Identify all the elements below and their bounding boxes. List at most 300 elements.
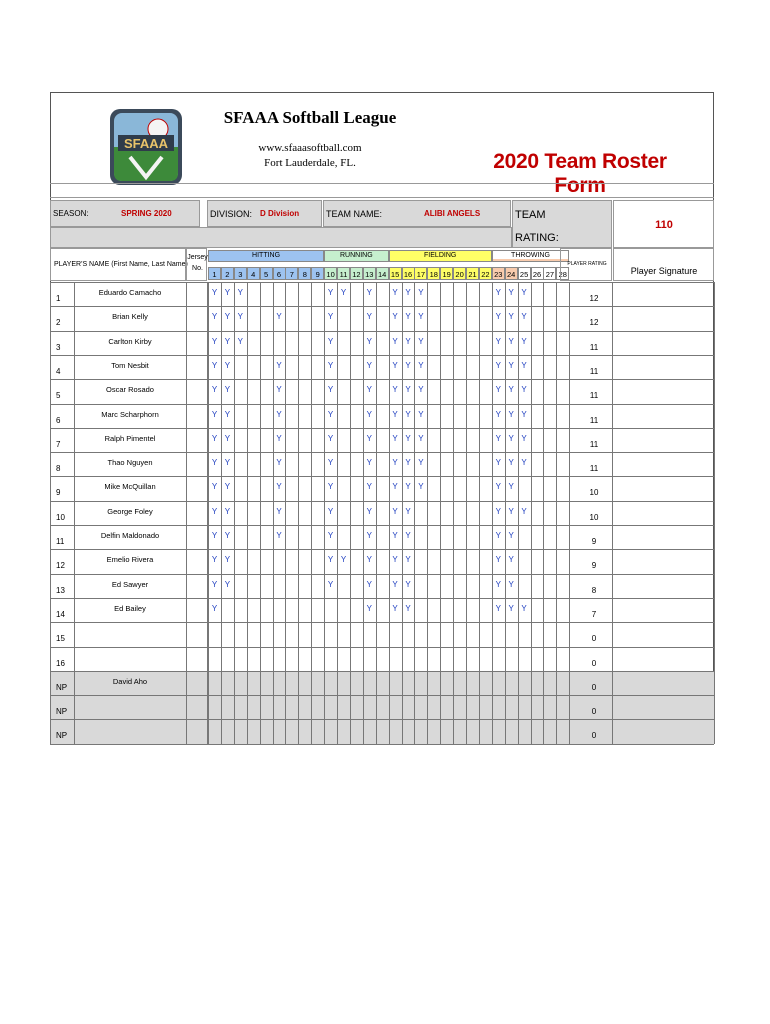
skill-mark[interactable]: Y (508, 409, 514, 419)
skill-mark[interactable]: Y (508, 603, 514, 613)
skill-number-12: 12 (350, 267, 363, 280)
row-number: NP (56, 682, 68, 692)
team-name-field[interactable] (323, 200, 511, 227)
skill-mark[interactable]: Y (508, 482, 514, 492)
grid-row-line (50, 379, 714, 380)
player-rating: 9 (591, 537, 597, 546)
skill-mark[interactable]: Y (508, 531, 514, 540)
player-rating: 0 (591, 707, 597, 717)
skill-mark[interactable]: Y (327, 555, 334, 565)
row-number: 10 (56, 512, 65, 522)
skill-mark[interactable]: Y (392, 555, 398, 565)
season-label: SEASON: (53, 209, 89, 218)
skill-mark[interactable]: Y (366, 555, 372, 565)
skill-mark[interactable]: Y (495, 409, 501, 419)
grid-col-line (50, 282, 51, 744)
skill-mark[interactable]: Y (405, 288, 411, 297)
skill-mark[interactable]: Y (211, 603, 218, 613)
grid-col-line (543, 282, 544, 744)
skill-mark[interactable]: Y (224, 482, 231, 492)
grid-col-line (285, 282, 286, 744)
skill-number-15: 15 (389, 267, 402, 280)
skill-mark[interactable]: Y (521, 288, 527, 297)
row-number: 9 (56, 488, 61, 498)
skill-mark[interactable]: Y (521, 506, 527, 516)
divider (50, 197, 714, 198)
skill-mark[interactable]: Y (405, 409, 411, 419)
grid-col-line (569, 282, 570, 744)
skill-mark[interactable]: Y (224, 506, 231, 516)
row-number: 6 (56, 415, 61, 425)
player-rating: 9 (591, 561, 597, 571)
grid-col-line (273, 282, 274, 744)
skill-mark[interactable]: Y (211, 482, 218, 492)
row-number: 7 (56, 439, 61, 449)
skill-mark[interactable]: Y (521, 433, 527, 443)
player-rating-header-text: PLAYER RATING (567, 261, 607, 267)
grid-row-line (50, 671, 714, 672)
player-name[interactable]: Brian Kelly (112, 312, 148, 322)
skill-mark[interactable]: Y (224, 288, 231, 297)
grid-col-line (518, 282, 519, 744)
skill-mark[interactable]: Y (508, 433, 514, 443)
row-number: NP (56, 707, 68, 717)
skill-mark[interactable]: Y (237, 312, 243, 322)
skill-mark[interactable]: Y (327, 482, 334, 492)
skill-mark[interactable]: Y (405, 458, 411, 468)
grid-row-line (50, 355, 714, 356)
skill-mark[interactable]: Y (340, 288, 347, 297)
player-rating: 0 (591, 658, 597, 668)
skill-mark[interactable]: Y (327, 288, 334, 297)
skill-mark[interactable]: Y (392, 336, 398, 346)
skill-number-5: 5 (260, 267, 273, 280)
grid-col-line (440, 282, 441, 744)
skill-mark[interactable]: Y (405, 385, 411, 395)
info-bar-spacer (50, 227, 512, 248)
row-number: 14 (56, 609, 65, 619)
player-rating: 0 (591, 731, 597, 741)
skill-mark[interactable]: Y (405, 506, 411, 516)
division-label: DIVISION: (210, 209, 253, 219)
grid-row-line (50, 476, 714, 477)
grid-row-line (50, 428, 714, 429)
skill-mark[interactable]: Y (211, 288, 218, 297)
skill-mark[interactable]: Y (276, 531, 282, 540)
team-rating-label-1: TEAM (515, 209, 546, 221)
skill-mark[interactable]: Y (418, 433, 424, 443)
grid-col-line (466, 282, 467, 744)
skill-mark[interactable]: Y (405, 336, 411, 346)
skill-mark[interactable]: Y (366, 458, 372, 468)
row-number: 4 (56, 366, 61, 376)
skill-mark[interactable]: Y (276, 506, 282, 516)
skill-mark[interactable]: Y (224, 336, 231, 346)
svg-text:SFAAA: SFAAA (123, 136, 169, 151)
row-number: NP (56, 731, 68, 741)
skill-mark[interactable]: Y (366, 360, 372, 370)
grid-col-line (74, 282, 75, 744)
skill-mark[interactable]: Y (276, 360, 282, 370)
row-number: 12 (56, 561, 65, 571)
player-rating: 11 (589, 464, 599, 474)
skill-mark[interactable]: Y (211, 458, 218, 468)
skill-mark[interactable]: Y (327, 433, 334, 443)
skill-number-21: 21 (466, 267, 479, 280)
player-name[interactable]: George Foley (107, 506, 153, 516)
grid-col-line (414, 282, 415, 744)
grid-col-line (612, 282, 613, 744)
skill-mark[interactable]: Y (418, 288, 424, 297)
player-name[interactable]: Marc Scharphorn (101, 409, 159, 419)
player-rating: 11 (589, 439, 599, 449)
player-name[interactable]: Delfin Maldonado (100, 531, 160, 540)
row-number: 3 (56, 342, 61, 352)
skill-mark[interactable]: Y (405, 433, 411, 443)
skill-mark[interactable]: Y (521, 603, 527, 613)
skill-mark[interactable]: Y (495, 603, 501, 613)
player-name[interactable]: Oscar Rosado (106, 385, 154, 395)
skill-mark[interactable]: Y (521, 409, 527, 419)
skill-mark[interactable]: Y (495, 531, 501, 540)
skill-mark[interactable]: Y (405, 579, 411, 589)
skill-number-13: 13 (363, 267, 376, 280)
grid-col-line (186, 282, 187, 744)
skill-mark[interactable]: Y (495, 312, 501, 322)
skill-number-9: 9 (311, 267, 324, 280)
skill-mark[interactable]: Y (508, 506, 514, 516)
skill-mark[interactable]: Y (521, 458, 527, 468)
skill-mark[interactable]: Y (276, 312, 282, 322)
skill-mark[interactable]: Y (405, 482, 411, 492)
skill-mark[interactable]: Y (211, 312, 218, 322)
skill-mark[interactable]: Y (224, 579, 231, 589)
jersey-header-text-1: Jersey (187, 254, 208, 261)
skill-mark[interactable]: Y (276, 433, 282, 443)
table-row (50, 695, 714, 719)
skill-mark[interactable]: Y (495, 360, 501, 370)
player-name[interactable]: Ed Sawyer (111, 579, 149, 589)
skill-mark[interactable]: Y (392, 385, 398, 395)
row-number: 5 (56, 391, 61, 401)
row-number: 15 (56, 634, 65, 644)
skill-mark[interactable]: Y (327, 360, 334, 370)
skill-mark[interactable]: Y (211, 555, 218, 565)
player-rating: 0 (591, 682, 597, 692)
team-name-value: ALIBI ANGELS (424, 209, 481, 218)
row-number: 1 (56, 294, 61, 303)
skill-mark[interactable]: Y (521, 312, 527, 322)
league-website[interactable]: www.sfaaasoftball.com (258, 142, 362, 154)
skill-mark[interactable]: Y (224, 409, 231, 419)
skill-mark[interactable]: Y (418, 312, 424, 322)
skill-number-11: 11 (337, 267, 350, 280)
grid-row-line (50, 306, 714, 307)
team-rating-box (613, 200, 714, 248)
table-row (50, 622, 714, 646)
row-number: 11 (56, 537, 65, 546)
skill-mark[interactable]: Y (366, 288, 372, 297)
skill-mark[interactable]: Y (224, 433, 231, 443)
grid-row-line (50, 501, 714, 502)
player-name[interactable]: Mike McQuillan (104, 482, 156, 492)
skill-mark[interactable]: Y (211, 360, 218, 370)
skill-mark[interactable]: Y (327, 579, 334, 589)
player-name[interactable]: Tom Nesbit (111, 360, 149, 370)
grid-col-line (714, 282, 715, 744)
skill-mark[interactable]: Y (392, 360, 398, 370)
player-rating: 7 (591, 609, 597, 619)
grid-col-line (505, 282, 506, 744)
skill-mark[interactable]: Y (495, 482, 501, 492)
skill-mark[interactable]: Y (392, 482, 398, 492)
player-rating: 11 (589, 415, 599, 425)
skill-mark[interactable]: Y (405, 531, 411, 540)
grid-col-line (427, 282, 428, 744)
league-title: SFAAA Softball League (223, 108, 397, 127)
grid-row-line (50, 647, 714, 648)
signature-header-text: Player Signature (630, 266, 698, 276)
sfaaa-logo (108, 107, 184, 187)
grid-row-line (50, 404, 714, 405)
skill-number-19: 19 (440, 267, 453, 280)
skill-mark[interactable]: Y (276, 458, 282, 468)
player-name[interactable]: David Aho (112, 676, 148, 686)
player-rating: 11 (589, 391, 599, 401)
player-rating: 8 (591, 585, 597, 595)
skill-mark[interactable]: Y (508, 555, 514, 565)
skill-mark[interactable]: Y (366, 603, 372, 613)
skill-mark[interactable]: Y (418, 360, 424, 370)
grid-row-line (50, 744, 714, 745)
skill-mark[interactable]: Y (495, 336, 501, 346)
season-field[interactable] (50, 200, 200, 227)
signature-header (613, 248, 714, 281)
skill-mark[interactable]: Y (366, 336, 372, 346)
skill-number-3: 3 (234, 267, 247, 280)
skill-mark[interactable]: Y (418, 385, 424, 395)
grid-col-line (234, 282, 235, 744)
group-header-label: FIELDING (424, 252, 457, 259)
skill-mark[interactable]: Y (276, 385, 282, 395)
skill-mark[interactable]: Y (508, 336, 514, 346)
player-rating-header (560, 248, 612, 281)
grid-row-line (50, 549, 714, 550)
team-rating-label-2: RATING: (515, 232, 559, 244)
league-location: Fort Lauderdale, FL. (264, 157, 356, 169)
skill-mark[interactable]: Y (211, 579, 218, 589)
form-title: 2020 Team Roster Form (493, 150, 667, 197)
skill-number-16: 16 (402, 267, 415, 280)
grid-col-line (479, 282, 480, 744)
skill-mark[interactable]: Y (366, 312, 372, 322)
player-name[interactable]: Carlton Kirby (108, 336, 152, 346)
grid-row-line (50, 719, 714, 720)
grid-col-line (376, 282, 377, 744)
skill-mark[interactable]: Y (366, 506, 372, 516)
skill-mark[interactable]: Y (211, 336, 218, 346)
skill-mark[interactable]: Y (405, 360, 411, 370)
grid-row-line (50, 574, 714, 575)
skill-number-1: 1 (208, 267, 221, 280)
skill-mark[interactable]: Y (508, 579, 514, 589)
skill-mark[interactable]: Y (405, 312, 411, 322)
grid-col-line (324, 282, 325, 744)
skill-mark[interactable]: Y (276, 482, 282, 492)
player-name[interactable]: Emelio Rivera (106, 555, 154, 565)
skill-mark[interactable]: Y (211, 506, 218, 516)
grid-col-line (402, 282, 403, 744)
skill-mark[interactable]: Y (224, 555, 231, 565)
grid-col-line (298, 282, 299, 744)
skill-mark[interactable]: Y (392, 288, 398, 297)
skill-number-4: 4 (247, 267, 260, 280)
group-header-2 (389, 250, 492, 262)
player-rating: 11 (589, 342, 599, 352)
skill-mark[interactable]: Y (366, 531, 372, 540)
group-header-label: THROWING (511, 252, 550, 259)
player-rating: 12 (589, 294, 599, 303)
skill-mark[interactable]: Y (495, 288, 501, 297)
group-header-label: HITTING (252, 252, 281, 259)
skill-number-25: 25 (518, 267, 531, 280)
grid-col-line (531, 282, 532, 744)
grid-col-line (492, 282, 493, 744)
skill-mark[interactable]: Y (508, 312, 514, 322)
skill-number-18: 18 (427, 267, 440, 280)
row-number: 2 (56, 318, 61, 328)
group-header-0 (208, 250, 324, 262)
skill-mark[interactable]: Y (366, 482, 372, 492)
grid-col-line (260, 282, 261, 744)
skill-mark[interactable]: Y (405, 555, 411, 565)
grid-col-line (337, 282, 338, 744)
player-name-header (50, 248, 186, 281)
skill-mark[interactable]: Y (224, 312, 231, 322)
grid-col-line (556, 282, 557, 744)
team-rating-label-box (512, 200, 612, 248)
skill-mark[interactable]: Y (366, 385, 372, 395)
skill-mark[interactable]: Y (495, 579, 501, 589)
skill-mark[interactable]: Y (418, 409, 424, 419)
skill-mark[interactable]: Y (276, 409, 282, 419)
player-name[interactable]: Ralph Pimentel (104, 433, 156, 443)
skill-mark[interactable]: Y (224, 458, 231, 468)
skill-number-14: 14 (376, 267, 389, 280)
skill-mark[interactable]: Y (418, 482, 424, 492)
skill-mark[interactable]: Y (340, 555, 347, 565)
skill-mark[interactable]: Y (327, 531, 334, 540)
skill-mark[interactable]: Y (224, 360, 231, 370)
player-rating: 11 (589, 366, 599, 376)
skill-mark[interactable]: Y (418, 458, 424, 468)
skill-mark[interactable]: Y (327, 458, 334, 468)
skill-mark[interactable]: Y (521, 336, 527, 346)
skill-number-17: 17 (414, 267, 427, 280)
skill-mark[interactable]: Y (508, 458, 514, 468)
grid-row-line (50, 331, 714, 332)
skill-mark[interactable]: Y (418, 336, 424, 346)
skill-mark[interactable]: Y (327, 506, 334, 516)
jersey-header (186, 248, 207, 281)
skill-mark[interactable]: Y (224, 385, 231, 395)
skill-mark[interactable]: Y (237, 288, 243, 297)
skill-mark[interactable]: Y (224, 531, 231, 540)
skill-mark[interactable]: Y (327, 385, 334, 395)
skill-mark[interactable]: Y (237, 336, 243, 346)
skill-mark[interactable]: Y (366, 409, 372, 419)
skill-mark[interactable]: Y (392, 603, 398, 613)
skill-mark[interactable]: Y (495, 433, 501, 443)
row-number: 13 (56, 585, 65, 595)
skill-mark[interactable]: Y (327, 312, 334, 322)
skill-mark[interactable]: Y (211, 409, 218, 419)
player-name[interactable]: Thao Nguyen (107, 458, 153, 468)
skill-mark[interactable]: Y (392, 506, 398, 516)
skill-number-20: 20 (453, 267, 466, 280)
skill-number-22: 22 (479, 267, 492, 280)
skill-mark[interactable]: Y (392, 409, 398, 419)
skill-mark[interactable]: Y (405, 603, 411, 613)
skill-mark[interactable]: Y (495, 458, 501, 468)
row-number: 16 (56, 658, 65, 668)
skill-mark[interactable]: Y (508, 360, 514, 370)
skill-number-8: 8 (298, 267, 311, 280)
grid-col-line (453, 282, 454, 744)
grid-row-line (50, 622, 714, 623)
grid-row-line (50, 598, 714, 599)
skill-mark[interactable]: Y (327, 336, 334, 346)
skill-mark[interactable]: Y (508, 288, 514, 297)
skill-mark[interactable]: Y (521, 360, 527, 370)
skill-number-7: 7 (285, 267, 298, 280)
player-name[interactable]: Ed Bailey (114, 603, 146, 613)
skill-mark[interactable]: Y (392, 531, 398, 540)
skill-mark[interactable]: Y (495, 385, 501, 395)
divider (50, 183, 714, 184)
skill-mark[interactable]: Y (366, 579, 372, 589)
skill-mark[interactable]: Y (392, 433, 398, 443)
skill-number-6: 6 (273, 267, 286, 280)
skill-number-26: 26 (531, 267, 544, 280)
skill-mark[interactable]: Y (211, 385, 218, 395)
skill-number-23: 23 (492, 267, 505, 280)
player-rating: 10 (589, 512, 599, 522)
skill-mark[interactable]: Y (495, 555, 501, 565)
skill-mark[interactable]: Y (392, 458, 398, 468)
player-rating: 10 (589, 488, 599, 498)
row-number: 8 (56, 464, 61, 474)
skill-mark[interactable]: Y (508, 385, 514, 395)
division-field[interactable] (207, 200, 322, 227)
grid-col-line (311, 282, 312, 744)
skill-mark[interactable]: Y (392, 579, 398, 589)
player-rating: 12 (589, 318, 599, 328)
skill-mark[interactable]: Y (366, 433, 372, 443)
skill-number-2: 2 (221, 267, 234, 280)
team-name-label: TEAM NAME: (326, 209, 383, 219)
skill-number-27: 27 (543, 267, 556, 280)
table-row (50, 719, 714, 743)
skill-mark[interactable]: Y (211, 531, 218, 540)
skill-mark[interactable]: Y (211, 433, 218, 443)
skill-mark[interactable]: Y (392, 312, 398, 322)
player-rating: 0 (591, 634, 597, 644)
player-name[interactable]: Eduardo Camacho (98, 288, 162, 297)
skill-mark[interactable]: Y (327, 409, 334, 419)
skill-mark[interactable]: Y (495, 506, 501, 516)
skill-mark[interactable]: Y (521, 385, 527, 395)
